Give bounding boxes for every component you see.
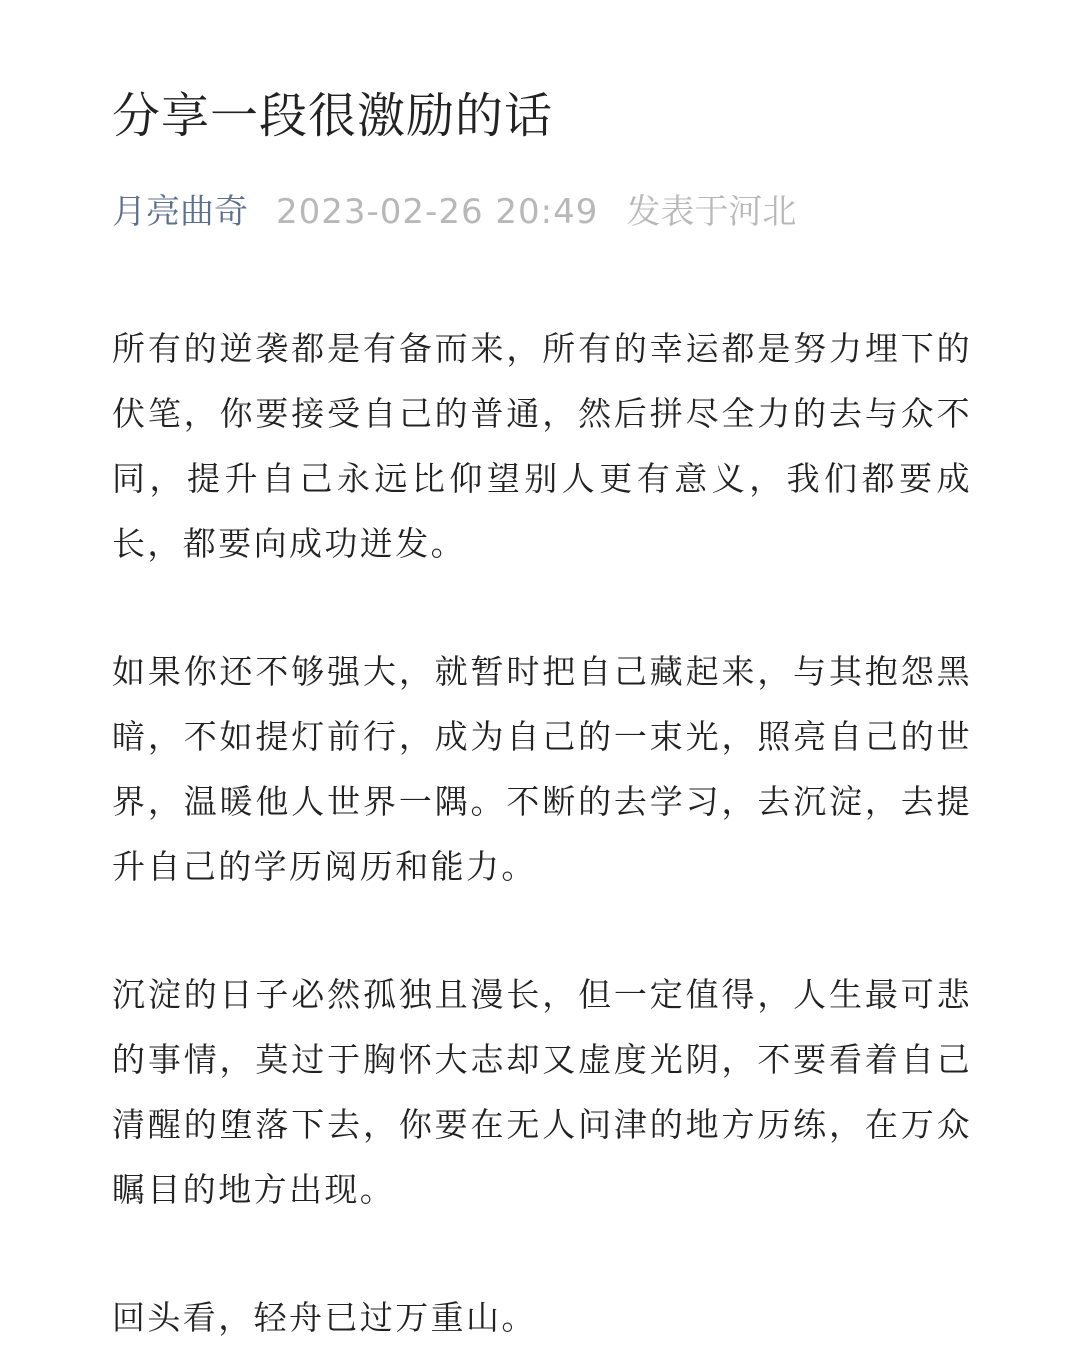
article-paragraph-3: 沉淀的日子必然孤独且漫长，但一定值得，人生最可悲的事情，莫过于胸怀大志却又虚度光阴，不要看着自己清醒的堕落下去，你要在无人问津的地方历练，在万众瞩目的地方出现。 [112,975,972,1209]
article-title: 分享一段很激励的话 [112,88,554,144]
article-paragraph-4: 回头看，轻舟已过万重山。 [112,1298,537,1337]
article-paragraph-2: 如果你还不够强大，就暂时把自己藏起来，与其抱怨黑暗，不如提灯前行，成为自己的一束光，照亮自己的世界，温暖他人世界一隅。不断的去学习，去沉淀，去提升自己的学历阅历和能力。 [112,652,972,886]
publish-location: 发表于河北 [626,192,797,232]
article-body [112,316,972,1350]
article-paragraph-1: 所有的逆袭都是有备而来，所有的幸运都是努力埋下的伏笔，你要接受自己的普通，然后拼尽全力的去与众不同，提升自己永远比仰望别人更有意义，我们都要成长，都要向成功迸发。 [112,329,972,563]
publish-datetime: 2023-02-26 20:49 [276,192,599,232]
article-meta [112,188,796,236]
author-name-link[interactable]: 月亮曲奇 [112,192,248,232]
